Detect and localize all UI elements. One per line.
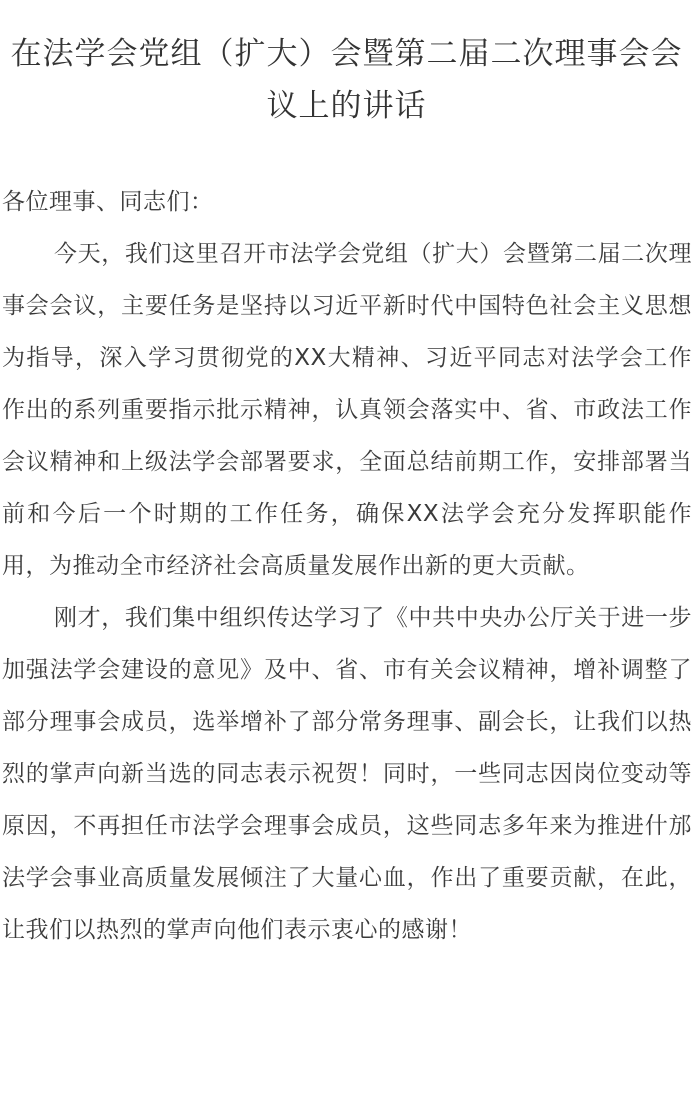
salutation: 各位理事、同志们： xyxy=(2,189,214,215)
paragraph-2: 刚才，我们集中组织传达学习了《中共中央办公厅关于进一步加强法学会建设的意见》及中、省、市有关会议精神，增补调整了部分理事会成员，选举增补了部分常务理事、副会长，让我们以热烈的掌声向新当选的同志表示祝贺！同时，一些同志因岗位变动等原因，不再担任市法学会理事会成员，这些同志多年来为推进什邡法学会事业高质量发展倾注了大量心血，作出了重要贡献，在此，让我们以热烈的掌声向他们表示衷心的感谢！ xyxy=(2,605,692,943)
document-title: 在法学会党组（扩大）会暨第二届二次理事会会议上的讲话 xyxy=(10,36,683,124)
paragraph-1: 今天，我们这里召开市法学会党组（扩大）会暨第二届二次理事会会议，主要任务是坚持以习近平新时代中国特色社会主义思想为指导，深入学习贯彻党的XX大精神、习近平同志对法学会工作作出的系列重要指示批示精神，认真领会落实中、省、市政法工作会议精神和上级法学会部署要求，全面总结前期工作，安排部署当前和今后一个时期的工作任务，确保XX法学会充分发挥职能作用，为推动全市经济社会高质量发展作出新的更大贡献。 xyxy=(2,241,692,579)
